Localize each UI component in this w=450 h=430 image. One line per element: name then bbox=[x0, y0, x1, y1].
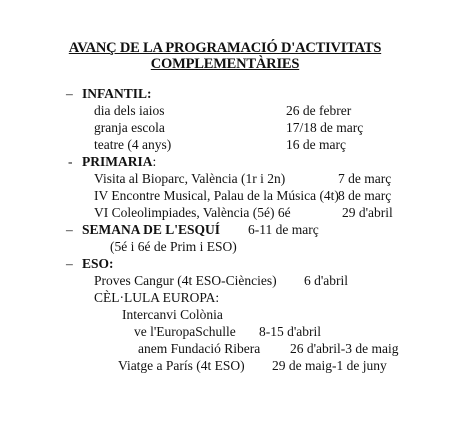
primaria-heading: PRIMARIA bbox=[82, 154, 153, 169]
infantil-item-1-date: 26 de febrer bbox=[286, 103, 352, 118]
primaria-dash: - bbox=[68, 154, 73, 169]
primaria-item-2-activity: IV Encontre Musical, Palau de la Música (4t) bbox=[94, 188, 339, 203]
document-title-line2: COMPLEMENTÀRIES bbox=[150, 56, 300, 72]
esqui-heading: SEMANA DE L'ESQUÍ bbox=[82, 222, 221, 237]
infantil-item-3-activity: teatre (4 anys) bbox=[94, 137, 172, 152]
eso-europa-heading: CÈL·LULA EUROPA: bbox=[94, 290, 220, 305]
eso-cangur-activity: Proves Cangur (4t ESO-Ciències) bbox=[94, 273, 277, 288]
primaria-item-1-date: 7 de març bbox=[338, 171, 392, 186]
esqui-dash: – bbox=[66, 222, 73, 237]
document-title-line1: AVANÇ DE LA PROGRAMACIÓ D'ACTIVITATS bbox=[68, 40, 382, 56]
infantil-item-1-activity: dia dels iaios bbox=[94, 103, 165, 118]
eso-paris-activity: Viatge a París (4t ESO) bbox=[118, 358, 245, 373]
primaria-item-3-activity: VI Coleolimpiades, València (5é) 6é bbox=[94, 205, 291, 220]
infantil-heading: INFANTIL: bbox=[82, 86, 152, 101]
eso-cangur-date: 6 d'abril bbox=[304, 273, 349, 288]
primaria-heading-wrap bbox=[82, 154, 156, 170]
eso-paris-date: 29 de maig-1 de juny bbox=[272, 358, 387, 373]
infantil-item-2-date: 17/18 de març bbox=[286, 120, 364, 135]
eso-ribera-date: 26 d'abril-3 de maig bbox=[290, 341, 399, 356]
primaria-item-2-date: 8 de març bbox=[338, 188, 392, 203]
eso-europaschulle-activity: ve l'EuropaSchulle bbox=[134, 324, 236, 339]
eso-intercanvi: Intercanvi Colònia bbox=[122, 307, 223, 322]
esqui-date: 6-11 de març bbox=[248, 222, 319, 237]
eso-heading: ESO: bbox=[82, 256, 114, 271]
infantil-dash: – bbox=[66, 86, 73, 101]
infantil-item-3-date: 16 de març bbox=[286, 137, 346, 152]
esqui-note: (5é i 6é de Prim i ESO) bbox=[110, 239, 237, 254]
primaria-heading-colon: : bbox=[152, 154, 157, 169]
eso-ribera-activity: anem Fundació Ribera bbox=[138, 341, 261, 356]
infantil-item-2-activity: granja escola bbox=[94, 120, 165, 135]
primaria-item-1-activity: Visita al Bioparc, València (1r i 2n) bbox=[94, 171, 286, 186]
primaria-item-3-date: 29 d'abril bbox=[342, 205, 393, 220]
eso-dash: – bbox=[66, 256, 73, 271]
eso-europaschulle-date: 8-15 d'abril bbox=[259, 324, 322, 339]
